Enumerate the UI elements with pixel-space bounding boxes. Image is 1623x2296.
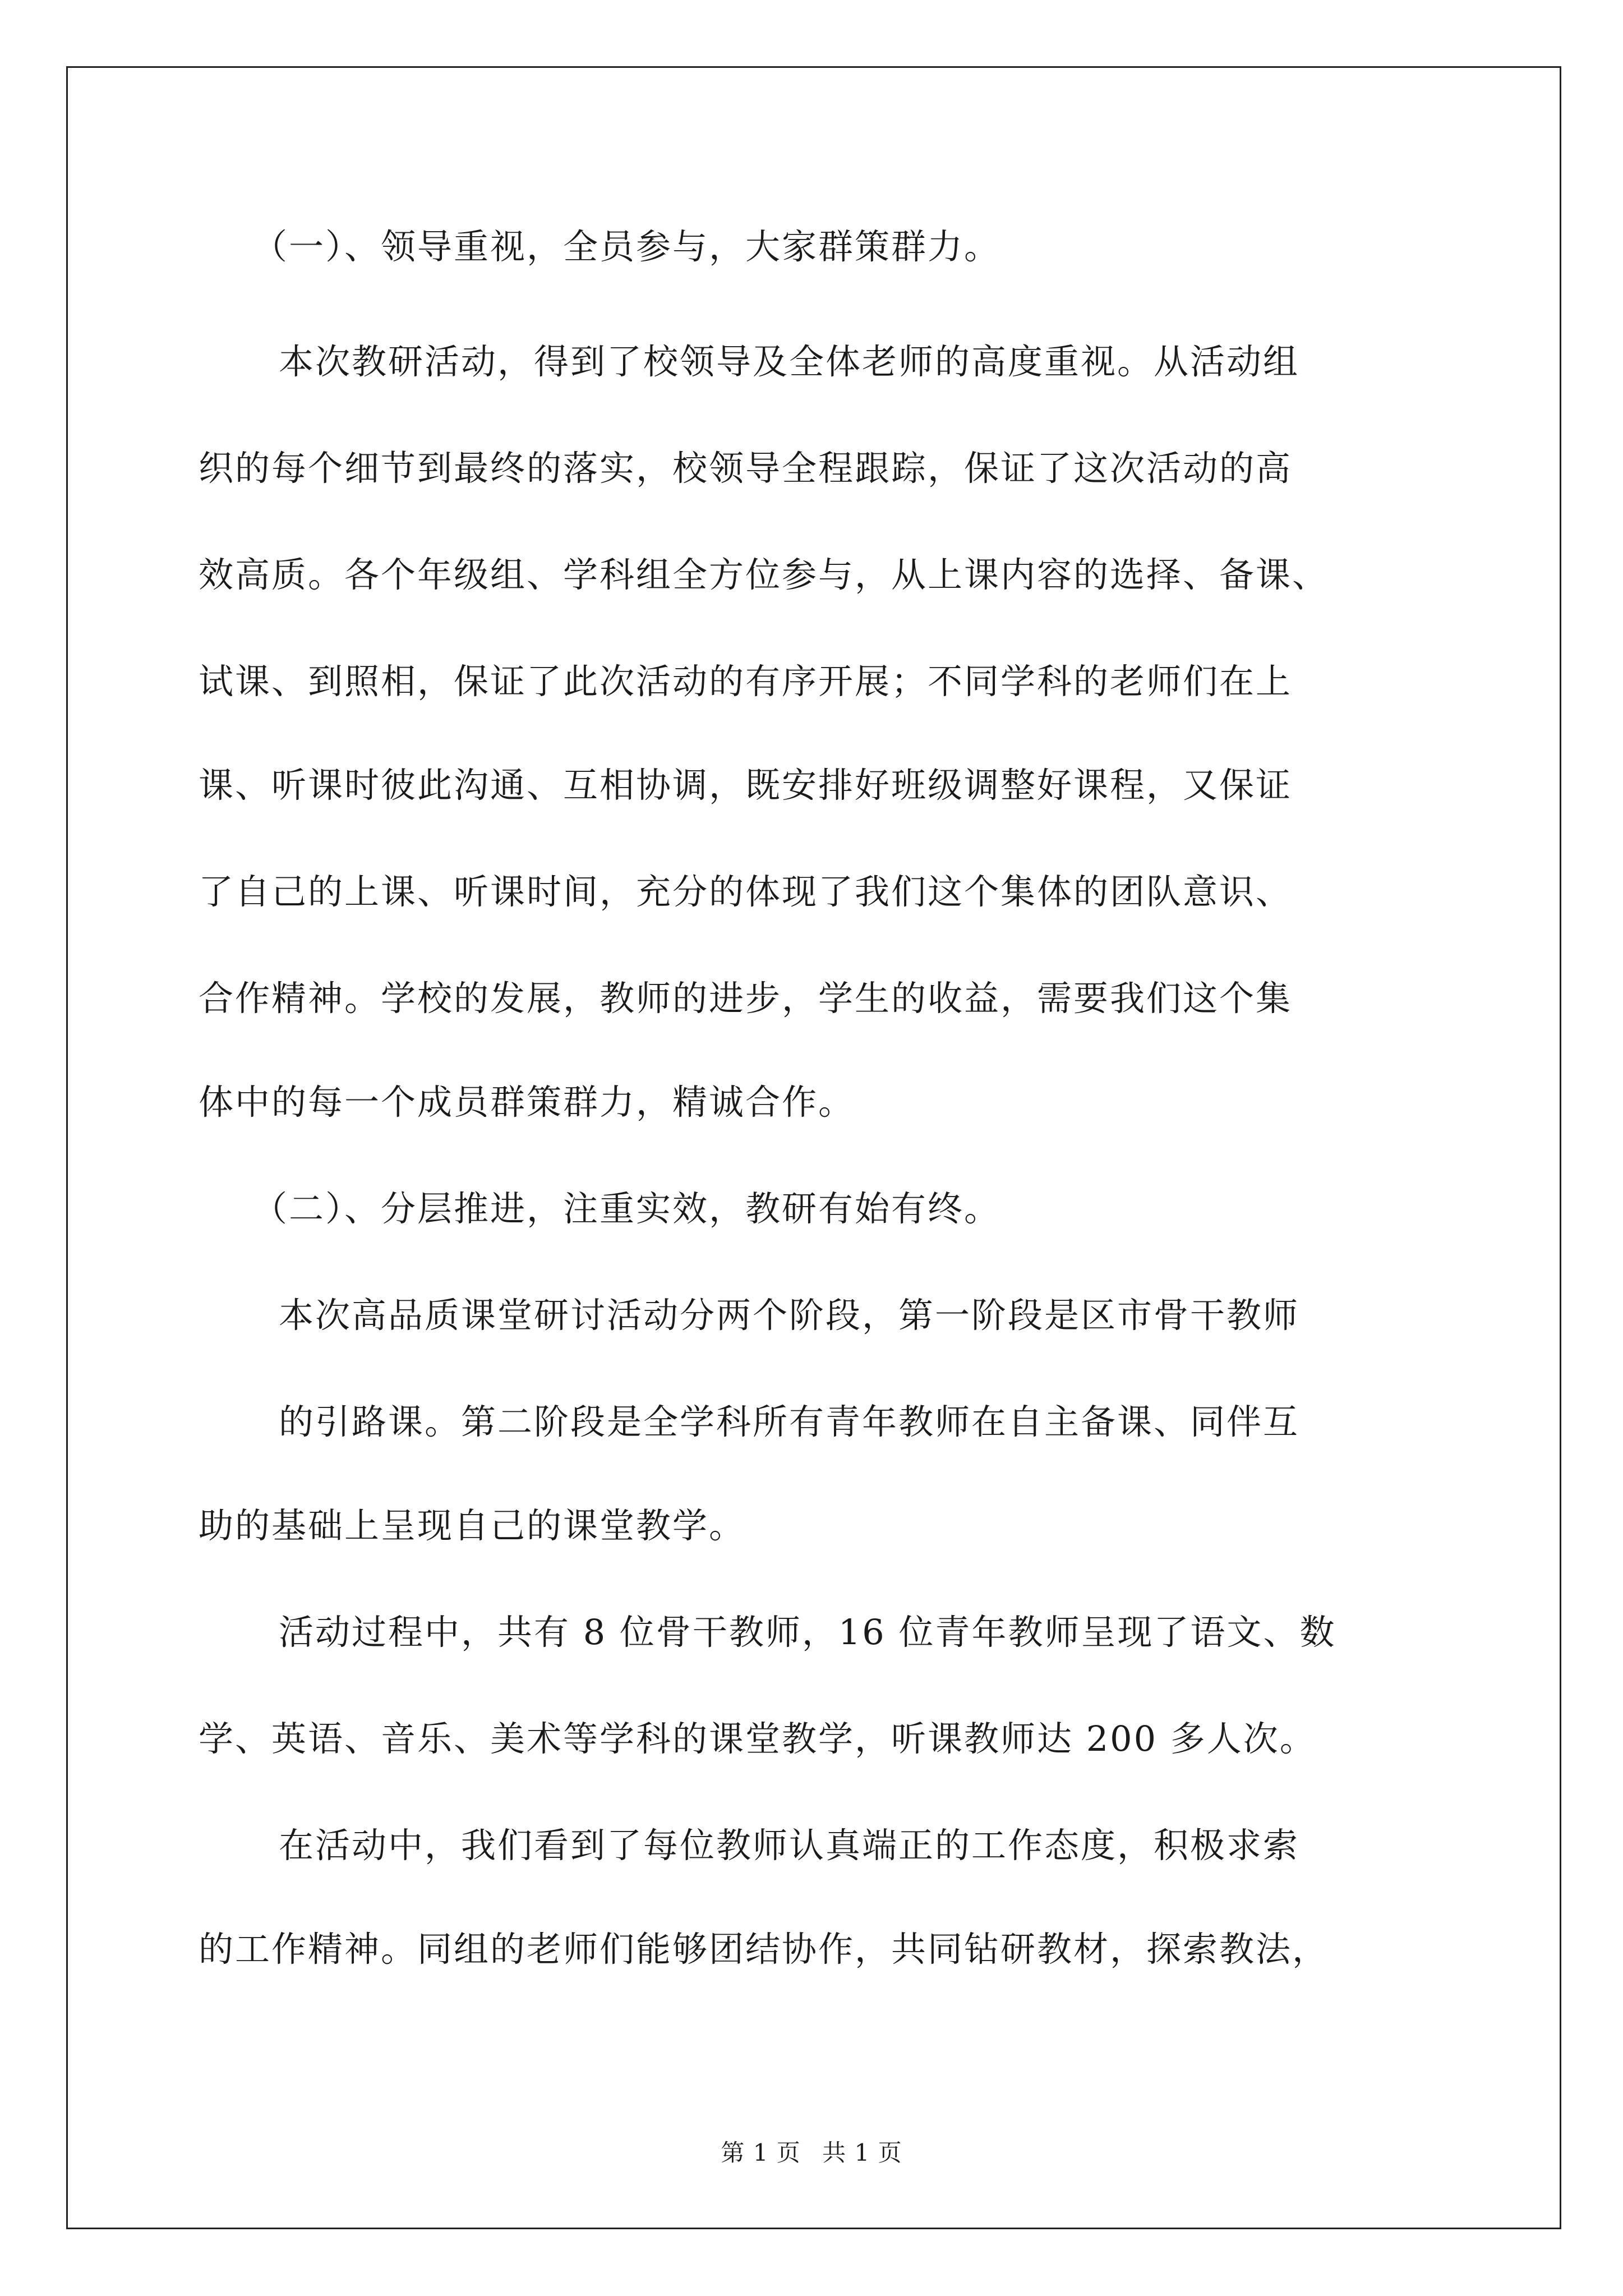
paragraph-line: 本次高品质课堂研讨活动分两个阶段，第一阶段是区市骨干教师 xyxy=(279,1295,1300,1336)
paragraph-line: 学、英语、音乐、美术等学科的课堂教学，听课教师达 200 多人次。 xyxy=(199,1718,1316,1759)
section-heading-2: （二）、分层推进，注重实效，教研有始有终。 xyxy=(252,1188,1001,1229)
page-border xyxy=(66,66,1561,2229)
paragraph-line: 合作精神。学校的发展，教师的进步，学生的收益，需要我们这个集 xyxy=(199,978,1293,1019)
page-footer xyxy=(0,2137,1623,2169)
paragraph-line: 在活动中，我们看到了每位教师认真端正的工作态度，积极求索 xyxy=(279,1825,1300,1866)
paragraph-line: 效高质。各个年级组、学科组全方位参与，从上课内容的选择、备课、 xyxy=(199,554,1329,595)
paragraph-line: 活动过程中，共有 8 位骨干教师，16 位青年教师呈现了语文、数 xyxy=(279,1612,1336,1653)
paragraph-line: 了自己的上课、听课时间，充分的体现了我们这个集体的团队意识、 xyxy=(199,871,1293,912)
paragraph-line: 试课、到照相，保证了此次活动的有序开展；不同学科的老师们在上 xyxy=(199,661,1293,702)
page-number: 第 1 页 xyxy=(721,2139,801,2166)
section-heading-1: （一）、领导重视，全员参与，大家群策群力。 xyxy=(252,226,1001,267)
paragraph-line: 的工作精神。同组的老师们能够团结协作，共同钻研教材，探索教法， xyxy=(199,1929,1329,1970)
paragraph-line: 助的基础上呈现自己的课堂教学。 xyxy=(199,1505,746,1546)
paragraph-line: 本次教研活动，得到了校领导及全体老师的高度重视。从活动组 xyxy=(279,341,1300,382)
paragraph-line: 的引路课。第二阶段是全学科所有青年教师在自主备课、同伴互 xyxy=(279,1401,1300,1442)
paragraph-line: 体中的每一个成员群策群力，精诚合作。 xyxy=(199,1082,855,1122)
page-total: 共 1 页 xyxy=(822,2139,902,2166)
paragraph-line: 课、听课时彼此沟通、互相协调，既安排好班级调整好课程，又保证 xyxy=(199,765,1293,806)
paragraph-line: 织的每个细节到最终的落实，校领导全程跟踪，保证了这次活动的高 xyxy=(199,448,1293,489)
